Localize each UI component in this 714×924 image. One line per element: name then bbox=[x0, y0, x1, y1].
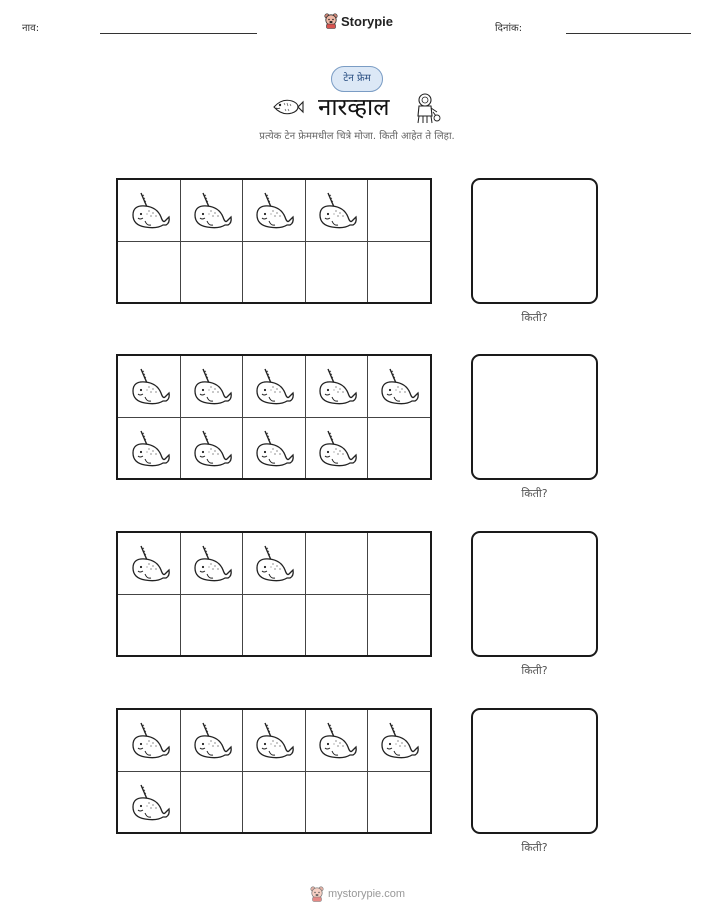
narwhal-icon bbox=[251, 721, 295, 761]
answer-box[interactable] bbox=[471, 708, 598, 834]
answer-prompt: किती? bbox=[521, 487, 548, 500]
frame-cell bbox=[180, 772, 242, 833]
narwhal-icon bbox=[127, 367, 171, 407]
frame-cell bbox=[180, 595, 242, 656]
frame-cell bbox=[305, 242, 367, 303]
storypie-logo bbox=[324, 13, 393, 29]
narwhal-icon bbox=[314, 191, 358, 231]
frame-cell bbox=[118, 595, 180, 656]
narwhal-icon bbox=[251, 367, 295, 407]
frame-cell bbox=[180, 533, 242, 594]
frame-cell bbox=[242, 533, 304, 594]
frame-cell bbox=[367, 356, 429, 417]
frame-cell bbox=[118, 533, 180, 594]
frame-cell bbox=[367, 242, 429, 303]
narwhal-icon bbox=[189, 721, 233, 761]
frame-cell bbox=[118, 180, 180, 241]
narwhal-icon bbox=[127, 721, 171, 761]
brand-name: Storypie bbox=[341, 13, 394, 29]
frame-cell bbox=[180, 710, 242, 771]
storypie-bear-logo-icon bbox=[324, 13, 338, 29]
storypie-bear-logo-icon bbox=[310, 886, 324, 902]
frame-cell bbox=[118, 418, 180, 479]
narwhal-icon bbox=[376, 367, 420, 407]
frame-cell bbox=[242, 595, 304, 656]
narwhal-icon bbox=[189, 367, 233, 407]
date-line[interactable] bbox=[566, 33, 691, 34]
flatfish-icon bbox=[272, 97, 304, 117]
frame-cell bbox=[180, 418, 242, 479]
ten-frame bbox=[116, 708, 432, 834]
ten-frame bbox=[116, 531, 432, 657]
frame-cell bbox=[118, 356, 180, 417]
narwhal-icon bbox=[127, 783, 171, 823]
frame-cell bbox=[367, 180, 429, 241]
answer-box[interactable] bbox=[471, 178, 598, 304]
frame-cell bbox=[118, 710, 180, 771]
instructions: प्रत्येक टेन फ्रेममधील चित्रे मोजा. किती आहेत ते लिहा. bbox=[259, 131, 455, 142]
topic-badge: टेन फ्रेम bbox=[331, 66, 383, 92]
narwhal-icon bbox=[251, 544, 295, 584]
frame-cell bbox=[118, 772, 180, 833]
narwhal-icon bbox=[189, 429, 233, 469]
frame-cell bbox=[305, 533, 367, 594]
frame-cell bbox=[180, 242, 242, 303]
ten-frame bbox=[116, 178, 432, 304]
narwhal-icon bbox=[127, 429, 171, 469]
name-line[interactable] bbox=[100, 33, 257, 34]
frame-cell bbox=[242, 418, 304, 479]
frame-cell bbox=[367, 595, 429, 656]
narwhal-icon bbox=[314, 721, 358, 761]
narwhal-icon bbox=[127, 191, 171, 231]
date-label: दिनांक: bbox=[495, 23, 523, 34]
frame-cell bbox=[242, 710, 304, 771]
frame-cell bbox=[367, 418, 429, 479]
frame-cell bbox=[305, 180, 367, 241]
footer bbox=[310, 886, 405, 902]
ten-frame bbox=[116, 354, 432, 480]
frame-cell bbox=[118, 242, 180, 303]
title-row bbox=[0, 92, 714, 124]
answer-box[interactable] bbox=[471, 354, 598, 480]
frame-cell bbox=[305, 710, 367, 771]
frame-cell bbox=[242, 772, 304, 833]
narwhal-icon bbox=[189, 544, 233, 584]
page-title: नारव्हाल bbox=[318, 93, 390, 121]
answer-prompt: किती? bbox=[521, 841, 548, 854]
name-label: नाव: bbox=[22, 23, 40, 34]
diver-icon bbox=[413, 92, 441, 124]
answer-prompt: किती? bbox=[521, 311, 548, 324]
answer-box[interactable] bbox=[471, 531, 598, 657]
frame-cell bbox=[367, 772, 429, 833]
frame-cell bbox=[242, 180, 304, 241]
frame-cell bbox=[180, 356, 242, 417]
frame-cell bbox=[367, 533, 429, 594]
answer-prompt: किती? bbox=[521, 664, 548, 677]
frame-cell bbox=[242, 356, 304, 417]
narwhal-icon bbox=[314, 367, 358, 407]
narwhal-icon bbox=[314, 429, 358, 469]
narwhal-icon bbox=[376, 721, 420, 761]
frame-cell bbox=[305, 772, 367, 833]
frame-cell bbox=[305, 356, 367, 417]
frame-cell bbox=[180, 180, 242, 241]
footer-url: mystorypie.com bbox=[328, 888, 406, 900]
narwhal-icon bbox=[251, 429, 295, 469]
narwhal-icon bbox=[251, 191, 295, 231]
narwhal-icon bbox=[127, 544, 171, 584]
frame-cell bbox=[305, 595, 367, 656]
frame-cell bbox=[305, 418, 367, 479]
narwhal-icon bbox=[189, 191, 233, 231]
frame-cell bbox=[367, 710, 429, 771]
frame-cell bbox=[242, 242, 304, 303]
